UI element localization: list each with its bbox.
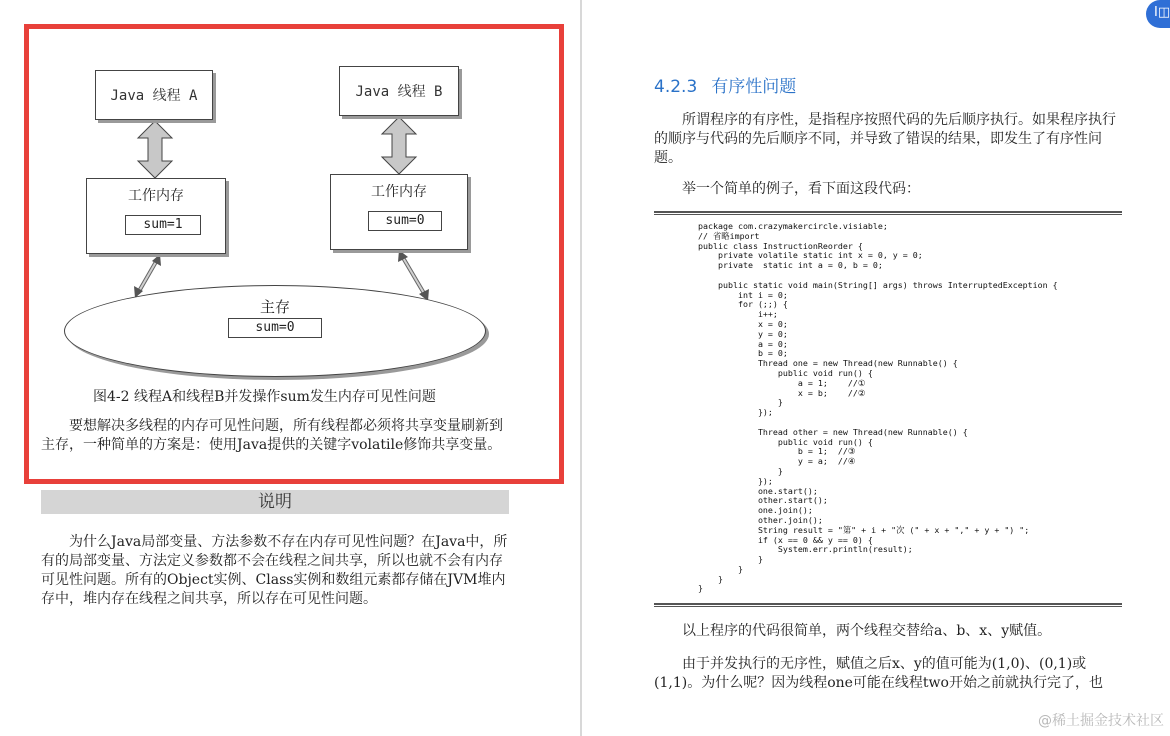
sum-main-value: sum=0 — [228, 318, 322, 338]
section-title: 有序性问题 — [711, 77, 797, 97]
main-memory-label: 主存 — [259, 298, 290, 316]
watermark: @稀土掘金技术社区 — [1038, 713, 1164, 729]
left-page — [0, 0, 580, 736]
sum-a-value: sum=1 — [125, 215, 201, 235]
section-heading — [654, 72, 796, 97]
code-explanation-paragraph: 以上程序的代码很简单，两个线程交替给a、b、x、y赋值。 — [682, 623, 1052, 639]
work-memory-a-label: 工作内存 — [128, 188, 184, 204]
example-intro-paragraph: 举一个简单的例子，看下面这段代码： — [682, 181, 920, 197]
highlight-frame — [24, 24, 564, 484]
sum-b-value: sum=0 — [368, 211, 442, 231]
translate-float-button[interactable]: Ⅰ◫ — [1146, 0, 1170, 28]
visibility-solution-paragraph: 要想解决多线程的内存可见性问题，所有线程都必须将共享变量刷新到主存，一种简单的方案是：使用Java提供的关键字volatile修饰共享变量。 — [41, 418, 503, 453]
section-number: 4.2.3 — [654, 77, 698, 97]
work-memory-b-label: 工作内存 — [371, 184, 427, 200]
code-top-rule — [654, 211, 1122, 215]
note-title: 说明 — [41, 490, 509, 514]
code-block: package com.crazymakercircle.visiable; // 省略import public class InstructionReorder { private volatile static int x = 0, y = 0; private static int a = 0, b = 0; public static void main(String[] args) throws InterruptedException { int i = 0; for (;;) { i++; x = 0; y = 0; a = 0; b = 0; Thread one = new Thread(new Runnable() { public void run() { a = 1; //① x = b; //② } }); Thread other = new Thread(new Runnable() { public void run() { b = 1; //③ y = a; //④ } }); one.start(); other.start(); one.join(); other.join(); String result = "第" + i + "次 (" + x + "," + y + ") "; if (x == 0 && y == 0) { System.err.println(result); } } } } — [698, 221, 1058, 594]
thread-b-label: Java 线程 B — [355, 84, 443, 100]
figure-caption: 图4-2 线程A和线程B并发操作sum发生内存可见性问题 — [93, 389, 436, 405]
note-paragraph: 为什么Java局部变量、方法参数不存在内存可见性问题？在Java中，所有的局部变量、方法定义参数都不会在线程之间共享，所以也就不会有内存可见性问题。所有的Object实例、Class实例和数组元素都存储在JVM堆内存中，堆内存在线程之间共享，所以存在可见性问题。 — [41, 534, 508, 607]
code-bottom-rule — [654, 603, 1122, 607]
thread-a-label: Java 线程 A — [110, 88, 198, 104]
disorder-explanation-paragraph: 由于并发执行的无序性，赋值之后x、y的值可能为(1,0)、(0,1)或(1,1)。为什么呢？因为线程one可能在线程two开始之前就执行完了，也 — [654, 656, 1103, 691]
ordering-definition-paragraph: 所谓程序的有序性，是指程序按照代码的先后顺序执行。如果程序执行的顺序与代码的先后顺序不同，并导致了错误的结果，即发生了有序性问题。 — [654, 112, 1116, 166]
